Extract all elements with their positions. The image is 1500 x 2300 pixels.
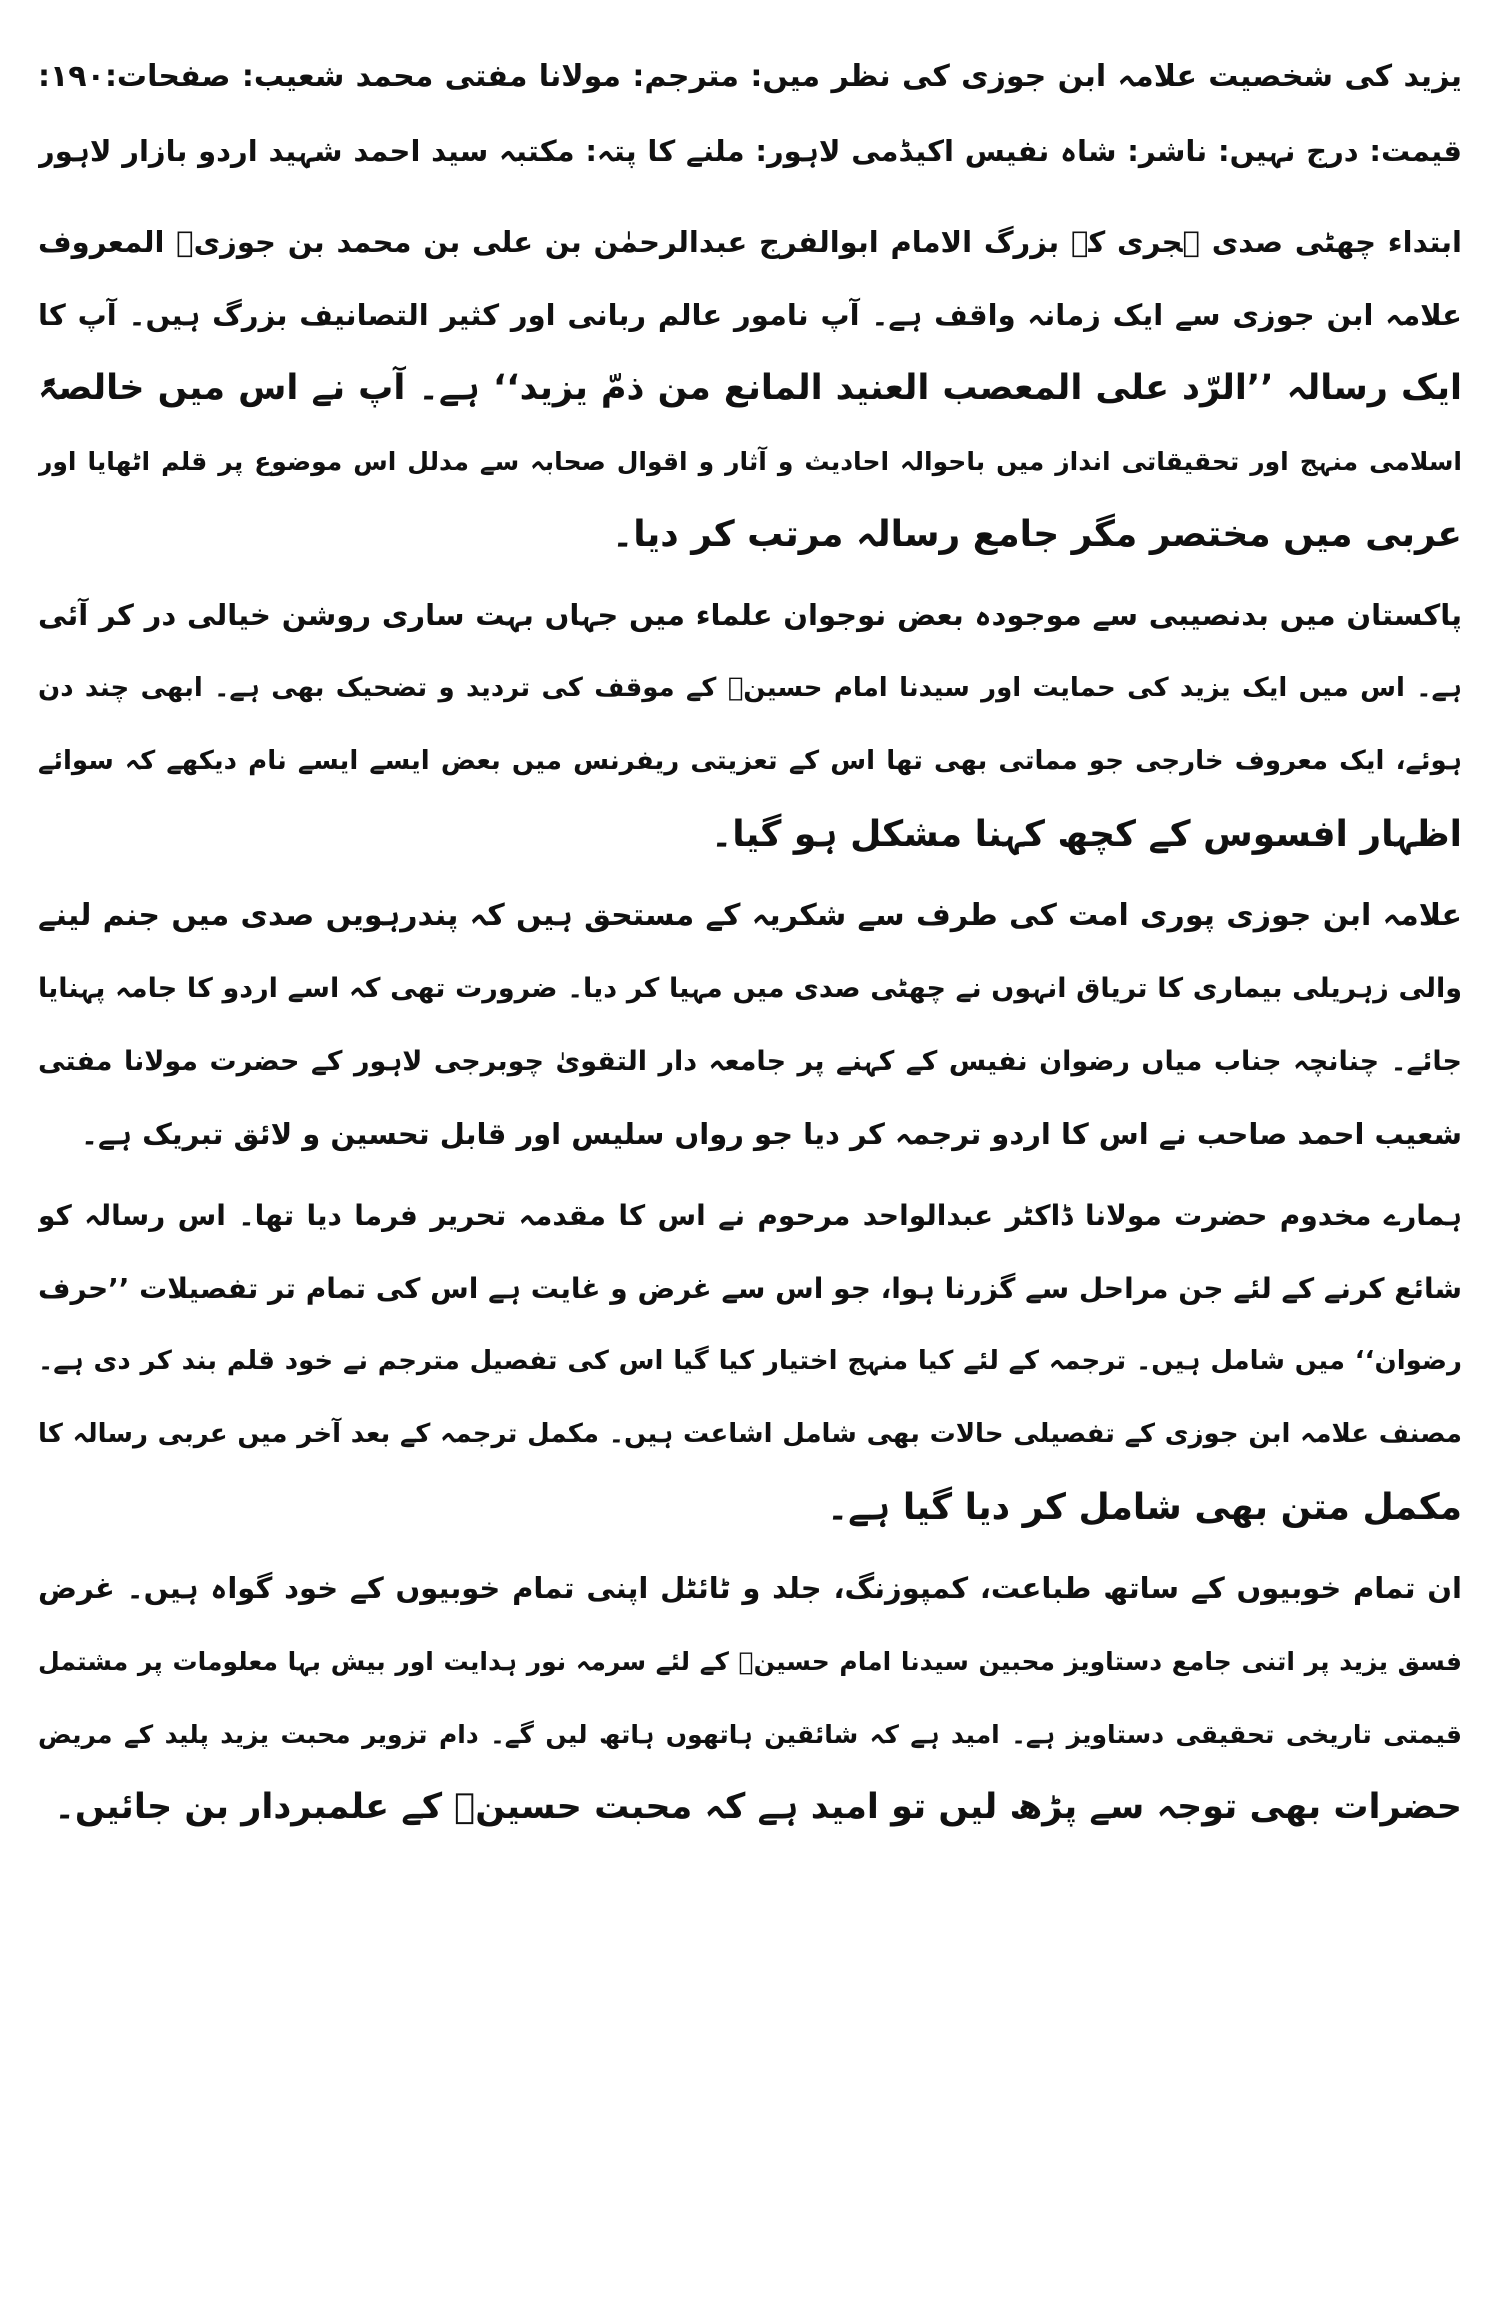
text-line: قیمتی تاریخی تحقیقی دستاویز ہے۔ امید ہے کہ شائقین ہاتھوں ہاتھ لیں گے۔ دام تزویر محبت یزید پلید کے مریض xyxy=(38,1720,1462,1749)
text-line: فسق یزید پر اتنی جامع دستاویز محبین سیدنا امام حسینؓ کے لئے سرمہ نور ہدایت اور بیش بہا معلومات پر مشتمل xyxy=(38,1647,1462,1676)
text-line: والی زہریلی بیماری کا تریاق انہوں نے چھٹی صدی میں مہیا کر دیا۔ ضرورت تھی کہ اسے اردو کا جامہ پہنایا xyxy=(38,973,1462,1004)
text-line: اظہار افسوس کے کچھ کہنا مشکل ہو گیا۔ xyxy=(711,814,1462,855)
text-line: شائع کرنے کے لئے جن مراحل سے گزرنا ہوا، جو اس سے غرض و غایت ہے اس کی تمام تر تفصیلات ’’حرف xyxy=(38,1272,1462,1305)
review-paragraph xyxy=(38,879,1462,1171)
review-body xyxy=(38,206,1462,1844)
text-line: ہوئے، ایک معروف خارجی جو مماتی بھی تھا اس کے تعزیتی ریفرنس میں بعض ایسے ایسے نام دیکھے کہ سوائے xyxy=(38,746,1462,776)
book-title-line: یزید کی شخصیت علامہ ابن جوزی کی نظر میں: مترجم: مولانا مفتی محمد شعیب: صفحات:۱۹۰: xyxy=(38,59,1462,94)
review-paragraph xyxy=(38,1179,1462,1544)
text-line: ایک رسالہ ’’الرّد علی المعصب العنید المانع من ذمّ یزید‘‘ ہے۔ آپ نے اس میں خالصۃً xyxy=(38,368,1462,408)
text-line: رضوان‘‘ میں شامل ہیں۔ ترجمہ کے لئے کیا منہج اختیار کیا گیا اس کی تفصیل مترجم نے خود قلم بند کر دی ہے۔ xyxy=(38,1346,1462,1376)
text-line: جائے۔ چنانچہ جناب میاں رضوان نفیس کے کہنے پر جامعہ دار التقویٰ چوبرجی لاہور کے حضرت مولانا مفتی xyxy=(38,1046,1462,1077)
text-line: عربی میں مختصر مگر جامع رسالہ مرتب کر دیا۔ xyxy=(612,514,1462,555)
text-line: ان تمام خوبیوں کے ساتھ طباعت، کمپوزنگ، جلد و ٹائٹل اپنی تمام خوبیوں کے خود گواہ ہیں۔ غرض xyxy=(38,1571,1462,1605)
text-line: پاکستان میں بدنصیبی سے موجودہ بعض نوجوان علماء میں جہاں بہت ساری روشن خیالی در کر آئی xyxy=(38,598,1462,632)
text-line: علامہ ابن جوزی سے ایک زمانہ واقف ہے۔ آپ نامور عالم ربانی اور کثیر التصانیف بزرگ ہیں۔ آپ کا xyxy=(38,298,1462,332)
text-line: اسلامی منہج اور تحقیقاتی انداز میں باحوالہ احادیث و آثار و اقوال صحابہ سے مدلل اس موضوع پر قلم اٹھایا اور xyxy=(38,447,1462,476)
book-publisher-line: قیمت: درج نہیں: ناشر: شاہ نفیس اکیڈمی لاہور: ملنے کا پتہ: مکتبہ سید احمد شہید اردو بازار لاہور xyxy=(38,134,1462,168)
text-line: مصنف علامہ ابن جوزی کے تفصیلی حالات بھی شامل اشاعت ہیں۔ مکمل ترجمہ کے بعد آخر میں عربی رسالہ کا xyxy=(38,1419,1462,1449)
review-paragraph xyxy=(38,1552,1462,1844)
review-paragraph xyxy=(38,206,1462,571)
text-line: شعیب احمد صاحب نے اس کا اردو ترجمہ کر دیا جو رواں سلیس اور قابل تحسین و لائق تبریک ہے۔ xyxy=(81,1117,1462,1151)
text-line: ہمارے مخدوم حضرت مولانا ڈاکٹر عبدالواحد مرحوم نے اس کا مقدمہ تحریر فرما دیا تھا۔ اس رسالہ کو xyxy=(38,1199,1462,1232)
review-paragraph xyxy=(38,579,1462,871)
text-line: ابتداء چھٹی صدی ہجری کے بزرگ الامام ابوالفرج عبدالرحمٰن بن علی بن محمد بن جوزیؒ المعروف xyxy=(38,225,1462,259)
book-info-header xyxy=(38,40,1462,188)
text-line: مکمل متن بھی شامل کر دیا گیا ہے۔ xyxy=(827,1487,1462,1528)
text-line: حضرات بھی توجہ سے پڑھ لیں تو امید ہے کہ محبت حسینؓ کے علمبردار بن جائیں۔ xyxy=(54,1787,1462,1827)
text-line: ہے۔ اس میں ایک یزید کی حمایت اور سیدنا امام حسینؓ کے موقف کی تردید و تضحیک بھی ہے۔ ابھی چند دن xyxy=(38,673,1462,703)
text-line: علامہ ابن جوزی پوری امت کی طرف سے شکریہ کے مستحق ہیں کہ پندرہویں صدی میں جنم لینے xyxy=(38,898,1462,933)
